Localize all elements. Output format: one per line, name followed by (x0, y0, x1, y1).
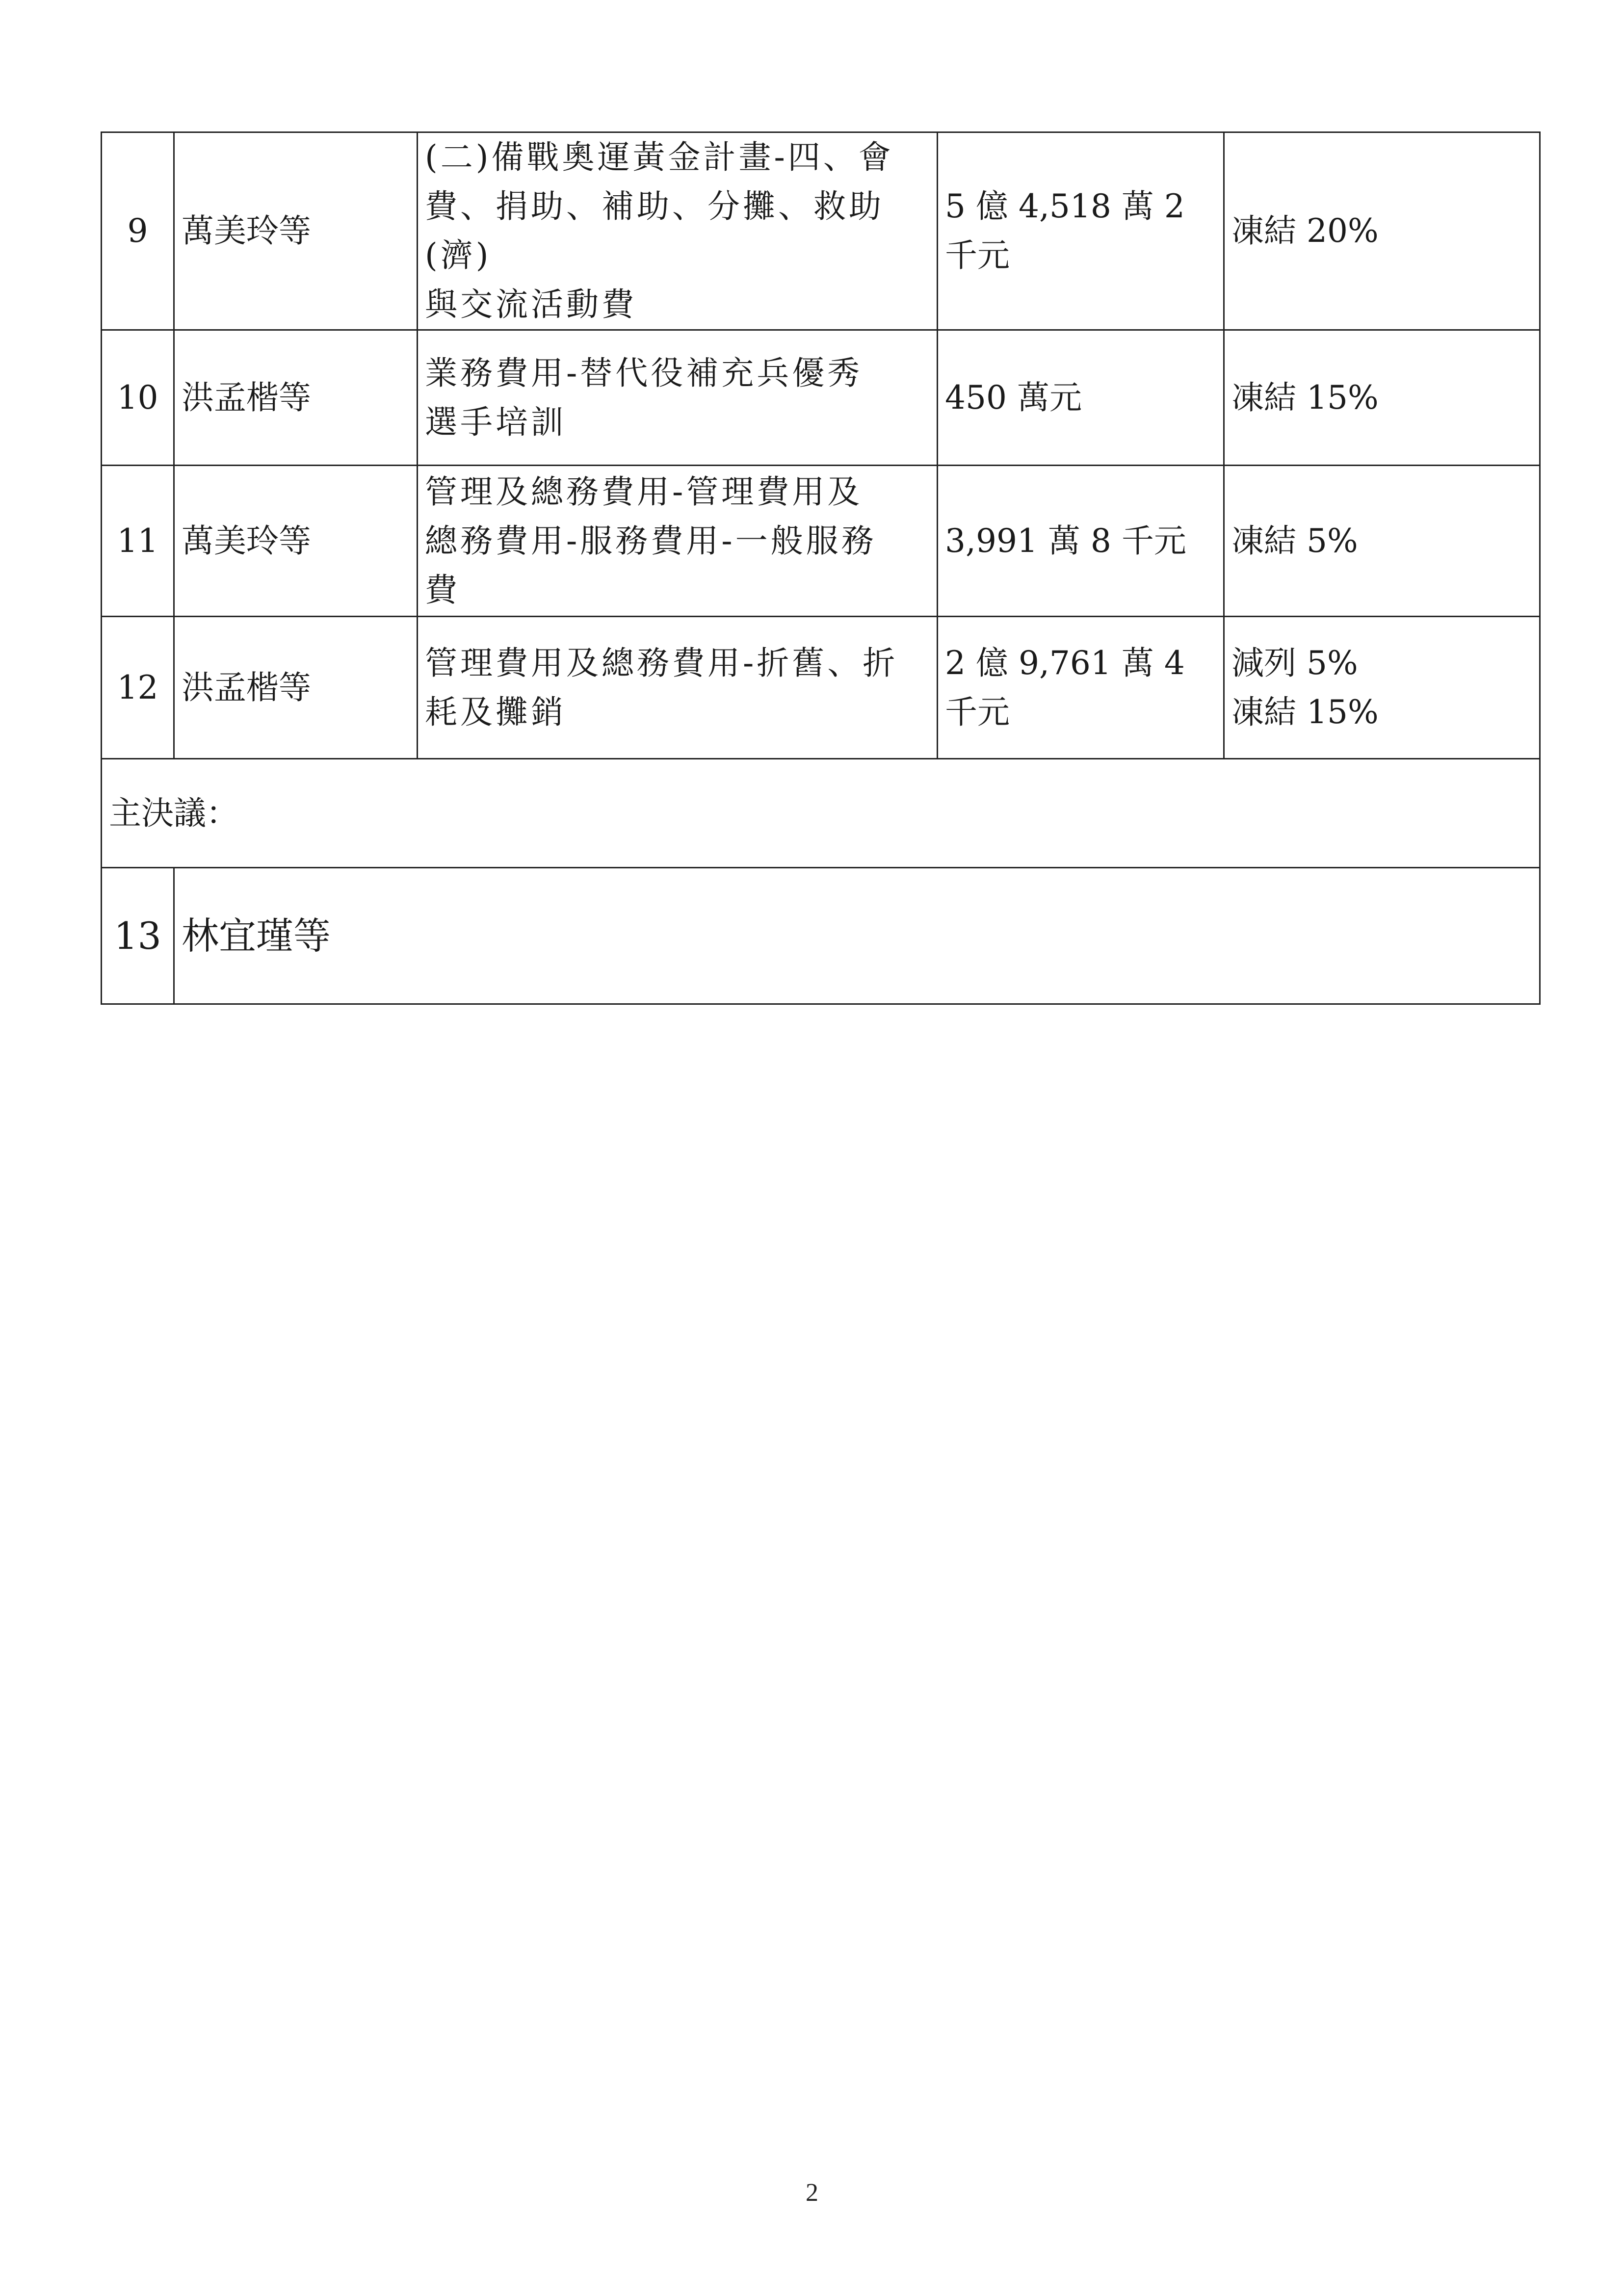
row-number: 11 (102, 466, 174, 617)
budget-item-text: 管理及總務費用-管理費用及 總務費用-服務費用-一般服務 費 (425, 472, 877, 609)
budget-item-text: 業務費用-替代役補充兵優秀 選手培訓 (425, 354, 863, 441)
table-row (102, 617, 1540, 759)
budget-item (418, 466, 938, 617)
proposer-name: 洪孟楷等 (174, 617, 418, 759)
main-resolution-header-row (102, 759, 1540, 868)
budget-item-text: 管理費用及總務費用-折舊、折 耗及攤銷 (425, 644, 898, 731)
proposer-name: 洪孟楷等 (174, 330, 418, 466)
proposer-name: 萬美玲等 (174, 132, 418, 330)
proposer-name: 萬美玲等 (174, 466, 418, 617)
budget-action (1224, 330, 1540, 466)
budget-action-text: 凍結 20% (1231, 212, 1379, 250)
table-row (102, 868, 1540, 1004)
budget-amount (938, 330, 1224, 466)
budget-action-text: 凍結 5% (1231, 522, 1358, 560)
budget-item (418, 132, 938, 330)
page-number: 2 (806, 2179, 818, 2207)
budget-action (1224, 617, 1540, 759)
budget-amount (938, 132, 1224, 330)
budget-action (1224, 466, 1540, 617)
budget-amount-text: 450 萬元 (945, 378, 1082, 417)
row-number: 12 (102, 617, 174, 759)
main-resolution-label: 主決議： (102, 759, 1540, 868)
budget-amount-text: 3,991 萬 8 千元 (945, 522, 1186, 560)
table-row (102, 330, 1540, 466)
budget-item-text: (二)備戰奧運黃金計畫-四、會 費、捐助、補助、分攤、救助(濟) 與交流活動費 (425, 138, 894, 323)
budget-action-text: 凍結 15% (1231, 378, 1379, 417)
row-number: 13 (102, 868, 174, 1004)
budget-amount (938, 466, 1224, 617)
table-row (102, 466, 1540, 617)
budget-amount-text: 5 億 4,518 萬 2 千元 (945, 187, 1185, 274)
budget-action-text: 減列 5% 凍結 15% (1231, 644, 1379, 731)
budget-item (418, 617, 938, 759)
budget-item (418, 330, 938, 466)
row-number: 9 (102, 132, 174, 330)
budget-action (1224, 132, 1540, 330)
budget-resolution-table (101, 131, 1541, 1005)
budget-amount-text: 2 億 9,761 萬 4 千元 (945, 644, 1185, 731)
table-row (102, 132, 1540, 330)
row-number: 10 (102, 330, 174, 466)
proposer-name: 林宜瑾等 (174, 868, 1540, 1004)
budget-amount (938, 617, 1224, 759)
